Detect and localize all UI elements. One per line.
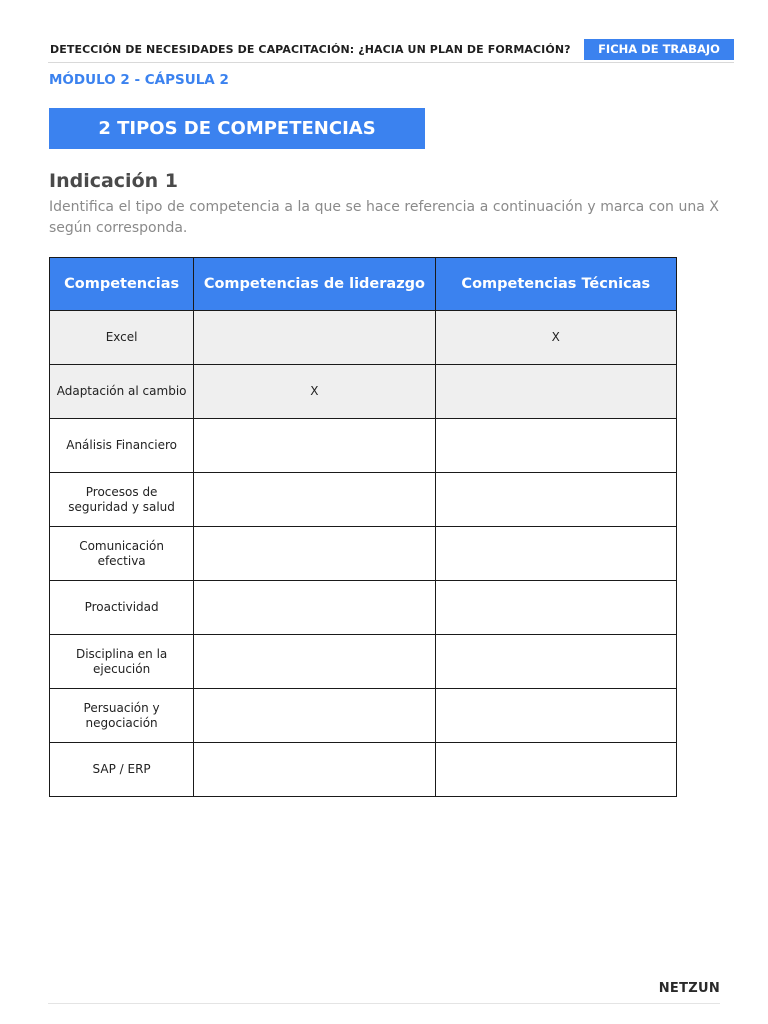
brand-logo: NETZUN <box>658 981 720 996</box>
competency-name: Comunicación efectiva <box>50 527 194 581</box>
leadership-mark-cell[interactable] <box>194 635 435 689</box>
technical-mark-cell[interactable] <box>435 473 676 527</box>
table-row <box>50 365 677 419</box>
indication-text: Identifica el tipo de competencia a la que se hace referencia a continuación y marca con una X según corresponda. <box>49 199 719 236</box>
section-title: 2 TIPOS DE COMPETENCIAS <box>49 108 425 149</box>
technical-mark-cell[interactable] <box>435 689 676 743</box>
table-row <box>50 473 677 527</box>
leadership-mark-cell[interactable] <box>194 743 435 797</box>
technical-mark-cell[interactable]: X <box>435 311 676 365</box>
table-row <box>50 743 677 797</box>
header-tecnicas: Competencias Técnicas <box>435 258 676 311</box>
table-row <box>50 581 677 635</box>
table-row <box>50 419 677 473</box>
technical-mark-cell[interactable] <box>435 527 676 581</box>
header-competencias: Competencias <box>50 258 194 311</box>
competency-name: Proactividad <box>50 581 194 635</box>
competency-name: Adaptación al cambio <box>50 365 194 419</box>
competency-name: Análisis Financiero <box>50 419 194 473</box>
module-label: MÓDULO 2 - CÁPSULA 2 <box>49 72 229 88</box>
technical-mark-cell[interactable] <box>435 365 676 419</box>
indication-heading: Indicación 1 <box>49 170 178 192</box>
worksheet-badge: FICHA DE TRABAJO <box>584 39 734 60</box>
table-row <box>50 689 677 743</box>
technical-mark-cell[interactable] <box>435 581 676 635</box>
competency-name: Excel <box>50 311 194 365</box>
leadership-mark-cell[interactable] <box>194 581 435 635</box>
technical-mark-cell[interactable] <box>435 743 676 797</box>
leadership-mark-cell[interactable] <box>194 473 435 527</box>
competency-name: Persuación y negociación <box>50 689 194 743</box>
document-header <box>48 38 734 63</box>
table-header-row <box>50 258 677 311</box>
leadership-mark-cell[interactable] <box>194 689 435 743</box>
leadership-mark-cell[interactable]: X <box>194 365 435 419</box>
footer-divider <box>48 1003 720 1004</box>
table-row <box>50 635 677 689</box>
header-liderazgo: Competencias de liderazgo <box>194 258 435 311</box>
table-row <box>50 311 677 365</box>
leadership-mark-cell[interactable] <box>194 527 435 581</box>
competency-name: SAP / ERP <box>50 743 194 797</box>
document-title: DETECCIÓN DE NECESIDADES DE CAPACITACIÓN: ¿HACIA UN PLAN DE FORMACIÓN? <box>50 43 571 56</box>
leadership-mark-cell[interactable] <box>194 419 435 473</box>
competency-name: Procesos de seguridad y salud <box>50 473 194 527</box>
leadership-mark-cell[interactable] <box>194 311 435 365</box>
competency-name: Disciplina en la ejecución <box>50 635 194 689</box>
technical-mark-cell[interactable] <box>435 419 676 473</box>
table-row <box>50 527 677 581</box>
technical-mark-cell[interactable] <box>435 635 676 689</box>
competencies-table <box>49 257 677 797</box>
